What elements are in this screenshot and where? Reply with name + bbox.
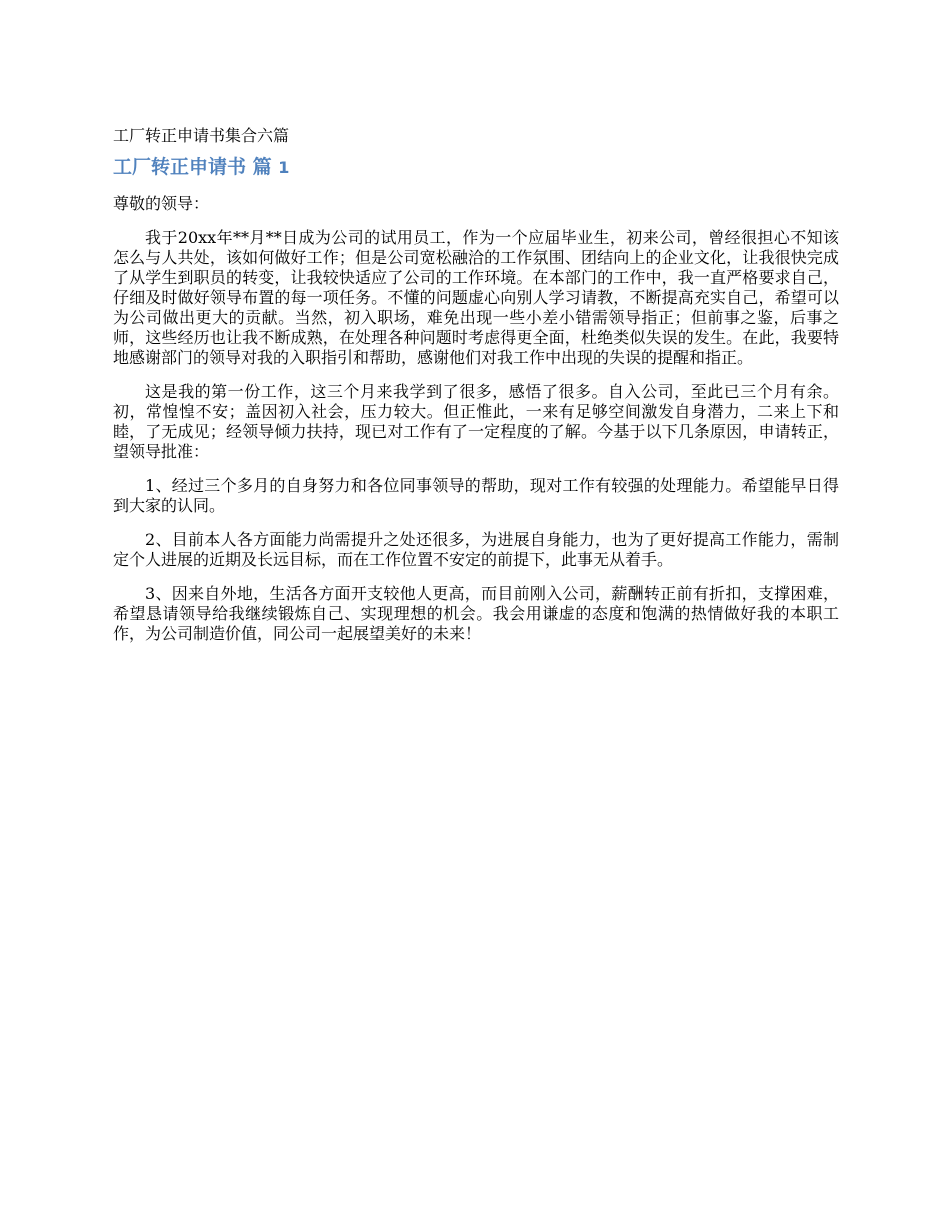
section-heading-text: 工厂转正申请书 篇 [113, 156, 272, 178]
section-heading-number: 1 [278, 158, 290, 177]
document-title: 工厂转正申请书集合六篇 [113, 126, 290, 145]
list-item-3: 3、因来自外地，生活各方面开支较他人更高，而目前刚入公司，薪酬转正前有折扣，支撑困难，希望恳请领导给我继续锻炼自己、实现理想的机会。我会用谦虚的态度和饱满的热情做好我的本职工作，为公司制造价值，同公司一起展望美好的未来！ [113, 584, 839, 643]
list-item-1: 1、经过三个多月的自身努力和各位同事领导的帮助，现对工作有较强的处理能力。希望能早日得到大家的认同。 [113, 476, 839, 515]
body-paragraph-1: 我于20xx年**月**日成为公司的试用员工，作为一个应届毕业生，初来公司，曾经很担心不知该怎么与人共处，该如何做好工作；但是公司宽松融洽的工作氛围、团结向上的企业文化，让我很快完成了从学生到职员的转变，让我较快适应了公司的工作环境。在本部门的工作中，我一直严格要求自己，仔细及时做好领导布置的每一项任务。不懂的问题虚心向别人学习请教，不断提高充实自己，希望可以为公司做出更大的贡献。当然，初入职场，难免出现一些小差小错需领导指正；但前事之鉴，后事之师，这些经历也让我不断成熟，在处理各种问题时考虑得更全面，杜绝类似失误的发生。在此，我要特地感谢部门的领导对我的入职指引和帮助，感谢他们对我工作中出现的失误的提醒和指正。 [113, 228, 839, 367]
list-item-2: 2、目前本人各方面能力尚需提升之处还很多，为进展自身能力，也为了更好提高工作能力，需制定个人进展的近期及长远目标，而在工作位置不安定的前提下，此事无从着手。 [113, 530, 839, 569]
body-paragraph-2: 这是我的第一份工作，这三个月来我学到了很多，感悟了很多。自入公司，至此已三个月有余。初，常惶惶不安；盖因初入社会，压力较大。但正惟此，一来有足够空间激发自身潜力，二来上下和睦，了无成见；经领导倾力扶持，现已对工作有了一定程度的了解。今基于以下几条原因，申请转正，望领导批准： [113, 382, 839, 461]
salutation: 尊敬的领导： [113, 194, 210, 213]
document-page [113, 126, 839, 658]
section-heading [113, 154, 839, 181]
